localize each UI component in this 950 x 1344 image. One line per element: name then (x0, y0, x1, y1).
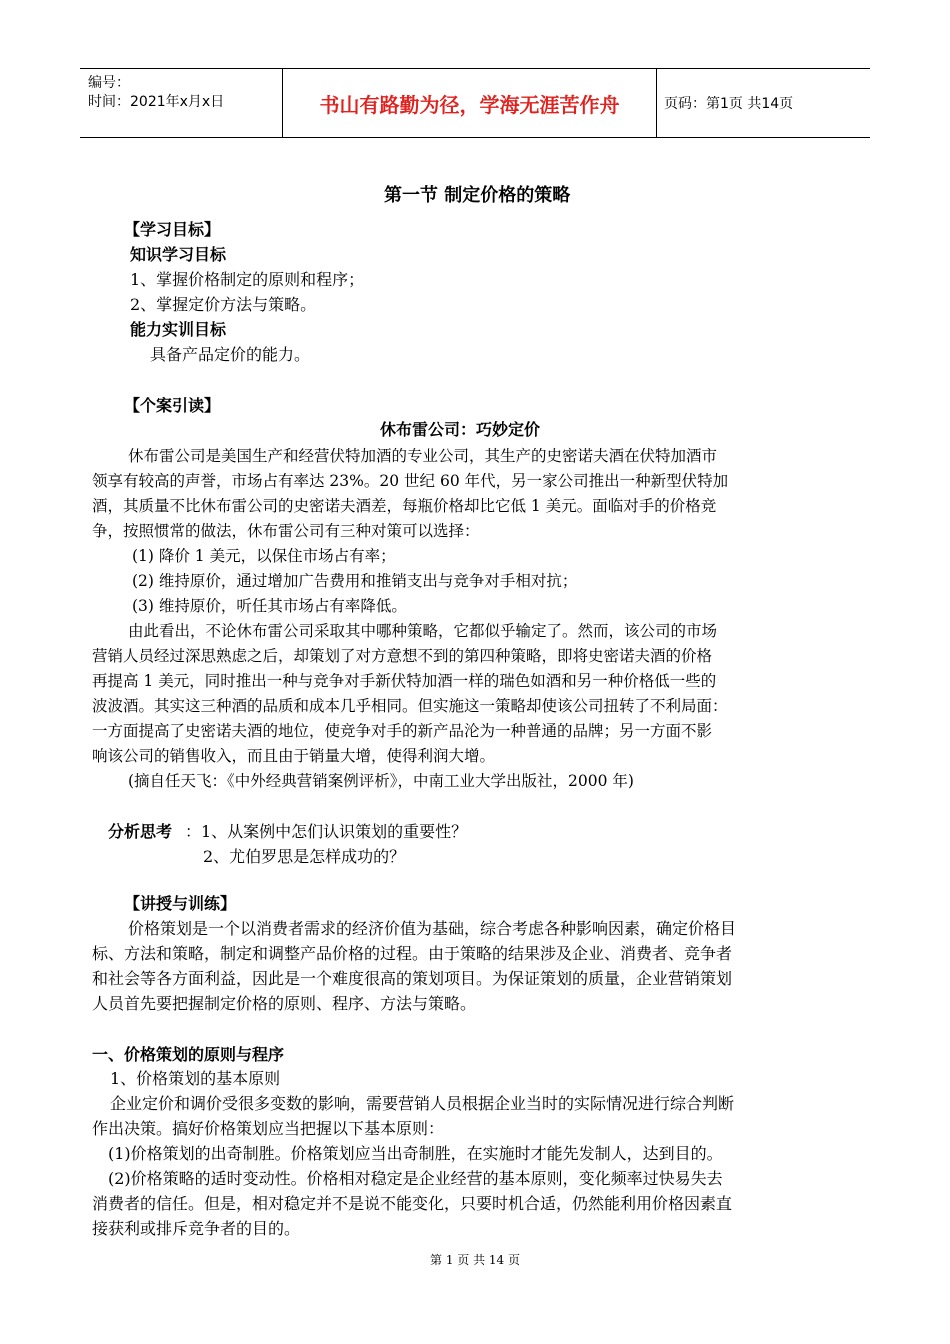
part1-heading: 一、价格策划的原则与程序 (92, 1045, 285, 1064)
lecture-line: 人员首先要把握制定价格的原则、程序、方法与策略。 (92, 994, 477, 1013)
case-title: 休布雷公司：巧妙定价 (380, 420, 541, 439)
case-line: 波波酒。其实这三种酒的品质和成本几乎相同。但实施这一策略却使该公司扭转了不利局面： (92, 697, 728, 715)
header-meta-cell (80, 69, 283, 137)
case-heading: 【个案引读】 (124, 396, 221, 415)
case-line: 一方面提高了史密诺夫酒的地位，使竞争对手的新产品沦为一种普通的品牌；另一方面不影 (92, 722, 713, 740)
page-header (80, 68, 870, 138)
case-source: (摘自任天飞：《中外经典营销案例评析》，中南工业大学出版社，2000 年) (128, 772, 634, 790)
number-label: 编号： (88, 75, 130, 91)
objectives-heading: 【学习目标】 (124, 220, 221, 239)
knowledge-item: 2、掌握定价方法与策略。 (130, 295, 317, 314)
analysis-question: 2、尤伯罗思是怎样成功的？ (203, 847, 406, 866)
case-line: 由此看出，不论休布雷公司采取其中哪种策略，它都似乎输定了。然而，该公司的市场 (128, 622, 718, 640)
case-line: 再提高 1 美元，同时推出一种与竞争对手新伏特加酒一样的瑞色如酒和另一种价格低一些的 (92, 672, 717, 690)
analysis-label: 分析思考 (108, 822, 173, 841)
part1-line: 接获利或排斥竞争者的目的。 (92, 1219, 301, 1238)
page-footer: 第 1 页 共 14 页 (430, 1253, 520, 1267)
case-line: (2) 维持原价，通过增加广告费用和推销支出与竞争对手相对抗； (132, 572, 578, 590)
analysis-question: ：1、从案例中怎们认识策划的重要性？ (185, 822, 468, 841)
header-page-label: 页码：第1页 共14页 (664, 96, 794, 112)
case-line: (1) 降价 1 美元，以保住市场占有率； (132, 547, 396, 565)
part1-line: 企业定价和调价受很多变数的影响，需要营销人员根据企业当时的实际情况进行综合判断 (110, 1094, 735, 1113)
case-line: 酒，其质量不比休布雷公司的史密诺夫酒差，每瓶价格却比它低 1 美元。面临对手的价格竞 (92, 497, 717, 515)
part1-line: 消费者的信任。但是，相对稳定并不是说不能变化，只要时机合适，仍然能利用价格因素直 (92, 1194, 733, 1213)
case-line: 领享有较高的声誉，市场占有率达 23%。20 世纪 60 年代，另一家公司推出一种新型伏特加 (92, 472, 729, 490)
part1-subheading: 1、价格策划的基本原则 (110, 1069, 281, 1088)
lecture-line: 标、方法和策略，制定和调整产品价格的过程。由于策略的结果涉及企业、消费者、竞争者 (92, 944, 733, 963)
knowledge-item: 1、掌握价格制定的原则和程序； (130, 270, 365, 289)
case-line: 响该公司的销售收入，而且由于销量大增，使得利润大增。 (92, 747, 496, 765)
ability-title: 能力实训目标 (130, 320, 227, 339)
case-line: (3) 维持原价，听任其市场占有率降低。 (132, 597, 407, 615)
part1-line: (1)价格策划的出奇制胜。价格策划应当出奇制胜，在实施时才能先发制人，达到目的。 (108, 1144, 723, 1163)
lecture-line: 价格策划是一个以消费者需求的经济价值为基础，综合考虑各种影响因素，确定价格目 (128, 919, 737, 938)
case-line: 营销人员经过深思熟虑之后，却策划了对方意想不到的第四种策略，即将史密诺夫酒的价格 (92, 647, 713, 665)
section-title: 第一节 制定价格的策略 (384, 185, 571, 206)
part1-line: (2)价格策略的适时变动性。价格相对稳定是企业经营的基本原则，变化频率过快易失去 (108, 1169, 723, 1188)
ability-text: 具备产品定价的能力。 (150, 345, 311, 364)
lecture-heading: 【讲授与训练】 (124, 894, 237, 913)
part1-line: 作出决策。搞好价格策划应当把握以下基本原则： (92, 1119, 445, 1138)
lecture-line: 和社会等各方面利益，因此是一个难度很高的策划项目。为保证策划的质量，企业营销策划 (92, 969, 733, 988)
time-label: 时间：2021年x月x日 (88, 94, 225, 110)
knowledge-title: 知识学习目标 (130, 245, 227, 264)
case-line: 争，按照惯常的做法，休布雷公司有三种对策可以选择： (92, 522, 480, 540)
header-motto: 书山有路勤为径，学海无涯苦作舟 (283, 69, 657, 137)
case-line: 休布雷公司是美国生产和经营伏特加酒的专业公司，其生产的史密诺夫酒在伏特加酒市 (128, 447, 718, 465)
